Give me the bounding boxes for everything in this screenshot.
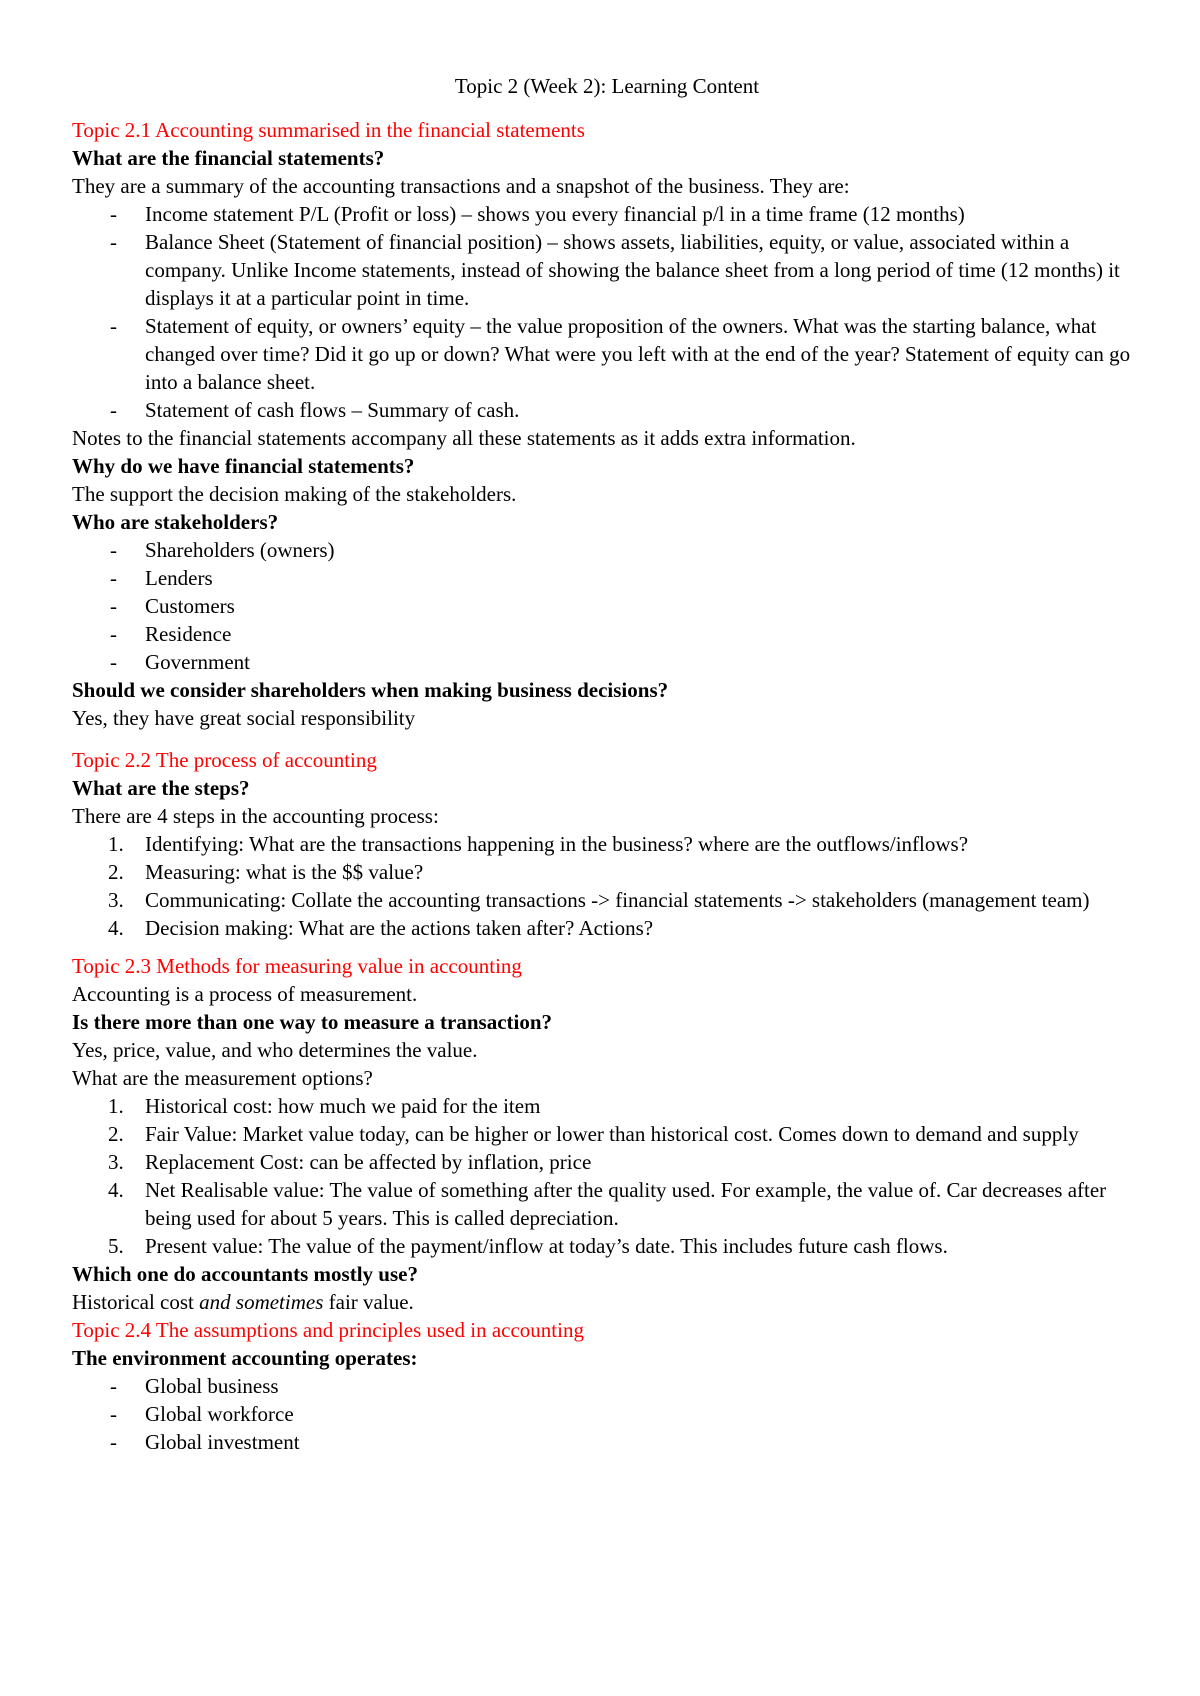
- list-item: [72, 536, 1142, 564]
- paragraph: Yes, price, value, and who determines the value.: [72, 1038, 478, 1062]
- dash-marker: -: [110, 650, 117, 674]
- list-item: [72, 200, 1142, 228]
- list-item: [72, 564, 1142, 592]
- number-marker: 3.: [108, 888, 124, 912]
- list-item-text: Global investment: [145, 1430, 300, 1454]
- number-marker: 4.: [108, 916, 124, 940]
- list-item: [72, 1428, 1142, 1456]
- number-marker: 2.: [108, 1122, 124, 1146]
- section-heading-2-4: Topic 2.4 The assumptions and principles used in accounting: [72, 1318, 584, 1342]
- dash-marker: -: [110, 230, 117, 254]
- number-marker: 3.: [108, 1150, 124, 1174]
- paragraph: Yes, they have great social responsibility: [72, 706, 416, 730]
- number-marker: 1.: [108, 832, 124, 856]
- list-item-text: Statement of cash flows – Summary of cash.: [145, 398, 520, 422]
- list-item: [72, 1372, 1142, 1400]
- question-steps: What are the steps?: [72, 776, 250, 800]
- text-run: Historical cost: [72, 1290, 200, 1314]
- text-run: fair value.: [323, 1290, 414, 1314]
- list-item-text: Lenders: [145, 566, 213, 590]
- list-item: [72, 1148, 1142, 1176]
- list-item-text: Net Realisable value: The value of something after the quality used. For example, the value of. Car decreases after being used for about 5 years. This is called depreciation.: [145, 1178, 1107, 1230]
- list-item-text: Global business: [145, 1374, 279, 1398]
- list-item: [72, 1120, 1142, 1148]
- dash-marker: -: [110, 566, 117, 590]
- paragraph: [72, 1288, 1142, 1316]
- list-item-text: Shareholders (owners): [145, 538, 335, 562]
- list-item-text: Government: [145, 650, 250, 674]
- list-item-text: Identifying: What are the transactions happening in the business? where are the outflows/inflows?: [145, 832, 969, 856]
- accounting-steps-list: [72, 830, 1142, 942]
- stakeholders-list: [72, 536, 1142, 676]
- list-item-text: Statement of equity, or owners’ equity – the value proposition of the owners. What was the starting balance, what changed over time? Did it go up or down? What were you left with at the end of the year? Statement of equity can go into a balance sheet.: [145, 314, 1131, 394]
- dash-marker: -: [110, 594, 117, 618]
- list-item-text: Communicating: Collate the accounting transactions -> financial statements -> stakeholders (management team): [145, 888, 1090, 912]
- financial-statements-list: [72, 200, 1142, 424]
- dash-marker: -: [110, 314, 117, 338]
- question-financial-statements: What are the financial statements?: [72, 146, 385, 170]
- question-why-financial-statements: Why do we have financial statements?: [72, 454, 415, 478]
- dash-marker: -: [110, 622, 117, 646]
- section-heading-2-2: Topic 2.2 The process of accounting: [72, 748, 377, 772]
- measurement-options-list: [72, 1092, 1142, 1260]
- dash-marker: -: [110, 398, 117, 422]
- list-item: [72, 1176, 1142, 1232]
- paragraph: There are 4 steps in the accounting process:: [72, 804, 439, 828]
- question-stakeholders: Who are stakeholders?: [72, 510, 279, 534]
- list-item-text: Decision making: What are the actions taken after? Actions?: [145, 916, 654, 940]
- document-title: Topic 2 (Week 2): Learning Content: [454, 74, 760, 98]
- list-item: [72, 312, 1142, 396]
- list-item-text: Fair Value: Market value today, can be higher or lower than historical cost. Comes down to demand and supply: [145, 1122, 1079, 1146]
- list-item-text: Global workforce: [145, 1402, 294, 1426]
- question-accountants-use: Which one do accountants mostly use?: [72, 1262, 418, 1286]
- list-item: [72, 858, 1142, 886]
- list-item: [72, 1232, 1142, 1260]
- list-item: [72, 396, 1142, 424]
- list-item: [72, 620, 1142, 648]
- list-item-text: Residence: [145, 622, 232, 646]
- list-item: [72, 914, 1142, 942]
- question-measure-transaction: Is there more than one way to measure a transaction?: [72, 1010, 553, 1034]
- question-consider-shareholders: Should we consider shareholders when making business decisions?: [72, 678, 669, 702]
- list-item: [72, 886, 1142, 914]
- list-item-text: Present value: The value of the payment/inflow at today’s date. This includes future cash flows.: [145, 1234, 948, 1258]
- list-item: [72, 592, 1142, 620]
- dash-marker: -: [110, 1374, 117, 1398]
- dash-marker: -: [110, 1402, 117, 1426]
- environment-list: [72, 1372, 1142, 1456]
- list-item: [72, 228, 1142, 312]
- section-heading-2-1: Topic 2.1 Accounting summarised in the financial statements: [72, 118, 585, 142]
- number-marker: 5.: [108, 1234, 124, 1258]
- list-item-text: Replacement Cost: can be affected by inflation, price: [145, 1150, 592, 1174]
- list-item: [72, 1092, 1142, 1120]
- list-item: [72, 648, 1142, 676]
- dash-marker: -: [110, 202, 117, 226]
- list-item-text: Measuring: what is the $$ value?: [145, 860, 424, 884]
- list-item-text: Income statement P/L (Profit or loss) – shows you every financial p/l in a time frame (12 months): [145, 202, 965, 226]
- section-heading-2-3: Topic 2.3 Methods for measuring value in accounting: [72, 954, 522, 978]
- paragraph: What are the measurement options?: [72, 1066, 373, 1090]
- list-item-text: Balance Sheet (Statement of financial position) – shows assets, liabilities, equity, or value, associated within a company. Unlike Income statements, instead of showing the balance sheet from a long period of time (12 months) it displays it at a particular point in time.: [145, 230, 1120, 310]
- list-item: [72, 830, 1142, 858]
- number-marker: 2.: [108, 860, 124, 884]
- dash-marker: -: [110, 538, 117, 562]
- dash-marker: -: [110, 1430, 117, 1454]
- paragraph: Accounting is a process of measurement.: [72, 982, 418, 1006]
- number-marker: 4.: [108, 1178, 124, 1202]
- paragraph: Notes to the financial statements accompany all these statements as it adds extra information.: [72, 426, 856, 450]
- paragraph: The support the decision making of the stakeholders.: [72, 482, 517, 506]
- question-environment: The environment accounting operates:: [72, 1346, 418, 1370]
- list-item-text: Customers: [145, 594, 235, 618]
- paragraph: They are a summary of the accounting transactions and a snapshot of the business. They are:: [72, 174, 850, 198]
- italic-text-run: and sometimes: [199, 1290, 324, 1314]
- document-content: [72, 72, 1142, 1456]
- list-item-text: Historical cost: how much we paid for the item: [145, 1094, 541, 1118]
- list-item: [72, 1400, 1142, 1428]
- number-marker: 1.: [108, 1094, 124, 1118]
